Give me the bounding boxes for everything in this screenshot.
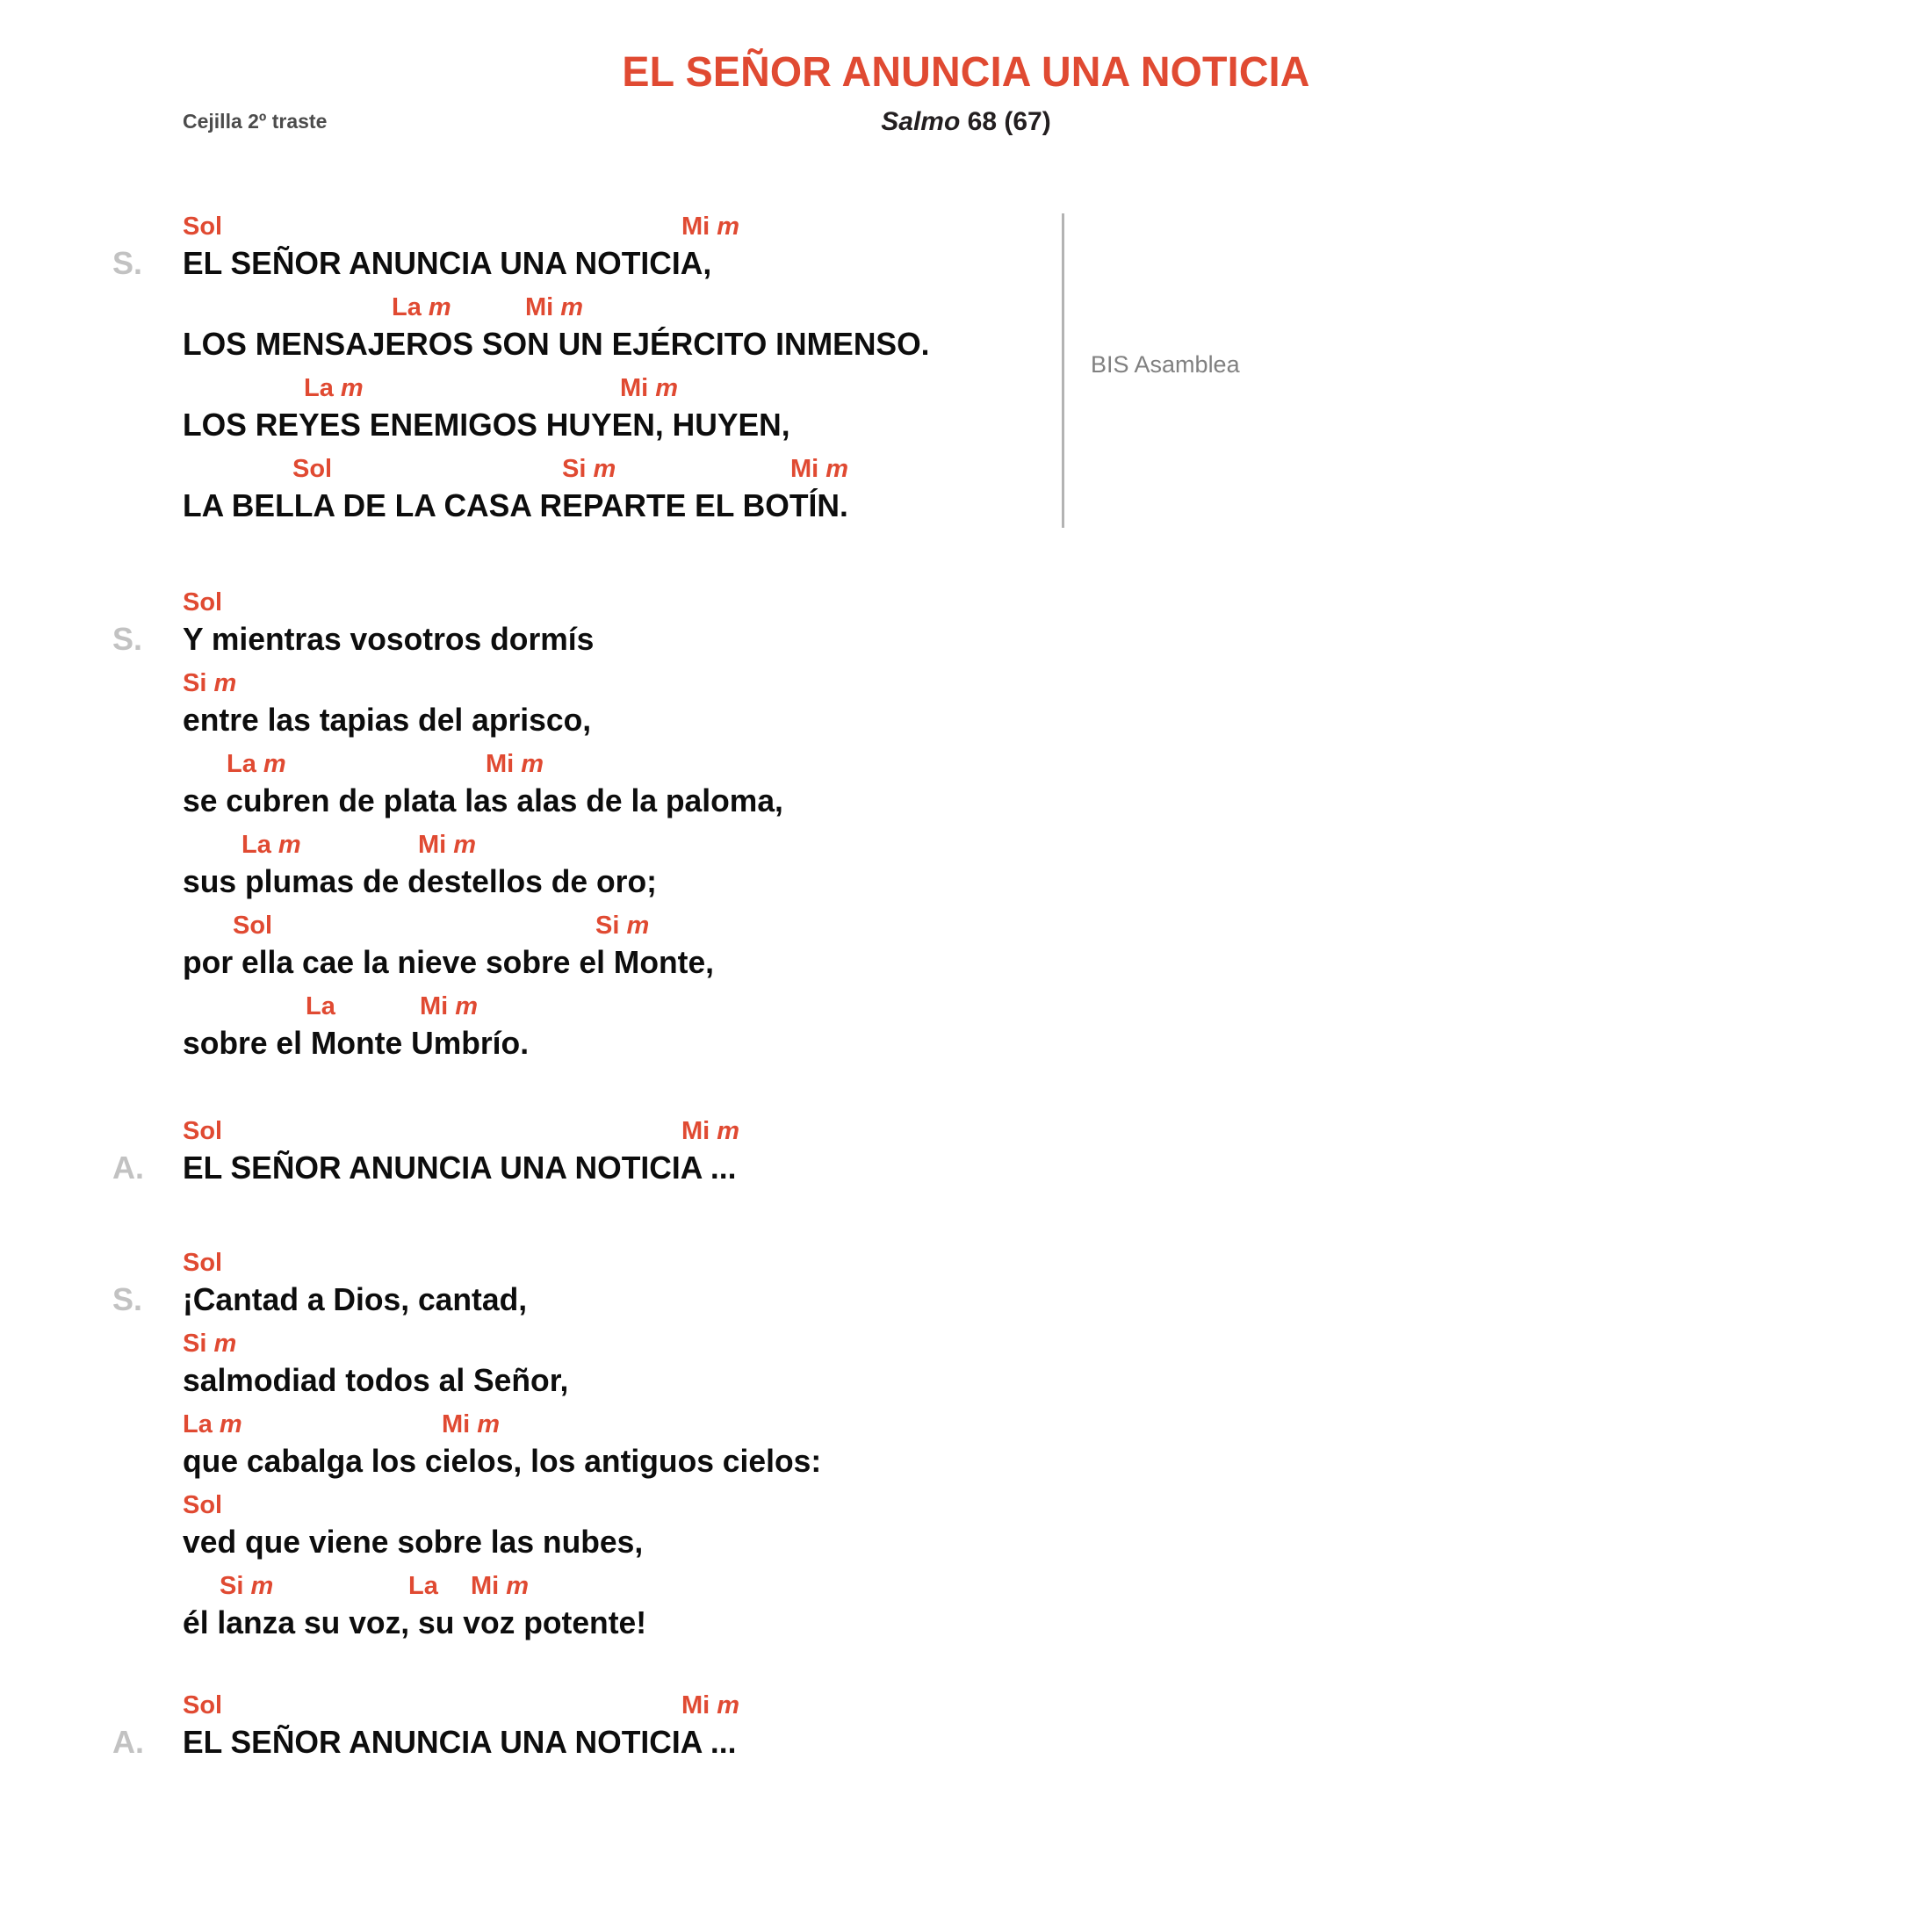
chord-root: Sol bbox=[183, 1491, 223, 1519]
chord-row bbox=[183, 453, 941, 485]
lyric-line-group bbox=[183, 991, 792, 1071]
chord-row bbox=[183, 1570, 831, 1602]
chord-label bbox=[486, 748, 544, 780]
chord-root: Sol bbox=[183, 1117, 223, 1145]
subtitle-italic-part: Salmo bbox=[881, 107, 961, 136]
chord-root: Mi bbox=[790, 455, 819, 483]
chord-root: Si bbox=[220, 1572, 244, 1600]
lyric-line-group bbox=[183, 1409, 831, 1489]
chord-row bbox=[183, 1247, 831, 1279]
chord-quality: m bbox=[213, 669, 237, 697]
chord-quality: m bbox=[455, 992, 479, 1020]
lyric-line-group bbox=[183, 1570, 831, 1651]
chord-label bbox=[183, 211, 222, 242]
chord-row bbox=[183, 372, 941, 404]
chord-row bbox=[183, 587, 792, 618]
stanza-lines bbox=[183, 1690, 745, 1770]
chord-quality: m bbox=[521, 750, 544, 778]
page-header bbox=[0, 0, 1932, 158]
chord-root: La bbox=[242, 831, 271, 859]
lyric-line-group bbox=[183, 667, 792, 748]
chord-label bbox=[242, 829, 301, 861]
lyric-line-group bbox=[183, 587, 792, 667]
chord-label bbox=[420, 991, 478, 1022]
chord-root: La bbox=[304, 374, 334, 402]
chord-row bbox=[183, 211, 941, 242]
chord-quality: m bbox=[263, 750, 286, 778]
chord-row bbox=[183, 667, 792, 699]
chord-quality: m bbox=[453, 831, 477, 859]
page-title: EL SEÑOR ANUNCIA UNA NOTICIA bbox=[622, 49, 1310, 96]
chord-root: Sol bbox=[183, 213, 223, 241]
chord-quality: m bbox=[825, 455, 849, 483]
chord-quality: m bbox=[250, 1572, 274, 1600]
chord-root: Mi bbox=[620, 374, 649, 402]
chord-root: La bbox=[408, 1572, 438, 1600]
lyric-line: LOS MENSAJEROS SON UN EJÉRCITO INMENSO. bbox=[183, 326, 930, 362]
chord-row bbox=[183, 1489, 831, 1521]
chord-row bbox=[183, 910, 792, 941]
lyric-line-group bbox=[183, 1690, 745, 1770]
chord-root: La bbox=[183, 1410, 213, 1438]
chord-root: Mi bbox=[471, 1572, 500, 1600]
chord-label bbox=[681, 1690, 739, 1721]
chord-quality: m bbox=[278, 831, 301, 859]
chord-root: Sol bbox=[183, 588, 223, 616]
bis-label: BIS Asamblea bbox=[1091, 351, 1240, 378]
chord-root: Si bbox=[562, 455, 587, 483]
lyric-line: él lanza su voz, su voz potente! bbox=[183, 1604, 647, 1640]
chord-row bbox=[183, 1115, 745, 1147]
chord-label bbox=[233, 910, 272, 941]
chord-quality: m bbox=[560, 293, 584, 321]
stanza-role-marker: A. bbox=[112, 1724, 144, 1760]
lyric-line: EL SEÑOR ANUNCIA UNA NOTICIA, bbox=[183, 245, 712, 281]
chord-quality: m bbox=[626, 912, 650, 940]
chord-label bbox=[562, 453, 616, 485]
stanza-lines bbox=[183, 1247, 831, 1651]
chord-label bbox=[183, 1328, 236, 1359]
capo-note: Cejilla 2º traste bbox=[183, 110, 328, 133]
chord-root: Mi bbox=[486, 750, 515, 778]
chord-label bbox=[392, 292, 451, 323]
chord-label bbox=[418, 829, 476, 861]
chord-label bbox=[183, 587, 222, 618]
chord-quality: m bbox=[506, 1572, 530, 1600]
chord-quality: m bbox=[655, 374, 679, 402]
lyric-line: EL SEÑOR ANUNCIA UNA NOTICIA ... bbox=[183, 1150, 737, 1186]
lyric-line: ¡Cantad a Dios, cantad, bbox=[183, 1281, 528, 1317]
chord-root: Mi bbox=[681, 1691, 710, 1719]
chord-row bbox=[183, 1409, 831, 1440]
chord-quality: m bbox=[717, 1691, 740, 1719]
chord-quality: m bbox=[340, 374, 364, 402]
chord-root: Si bbox=[183, 669, 207, 697]
chord-row bbox=[183, 748, 792, 780]
lyric-line: sobre el Monte Umbrío. bbox=[183, 1025, 530, 1061]
lyric-line: LOS REYES ENEMIGOS HUYEN, HUYEN, bbox=[183, 407, 790, 443]
chord-root: Mi bbox=[681, 213, 710, 241]
stanza-role-marker: S. bbox=[112, 245, 143, 281]
chord-label bbox=[183, 667, 236, 699]
lyric-line: por ella cae la nieve sobre el Monte, bbox=[183, 944, 715, 980]
lyric-line-group bbox=[183, 453, 941, 534]
chord-root: Sol bbox=[183, 1691, 223, 1719]
chord-label bbox=[620, 372, 678, 404]
chord-root: Mi bbox=[418, 831, 447, 859]
chord-root: La bbox=[392, 293, 422, 321]
chord-quality: m bbox=[213, 1330, 237, 1358]
chord-label bbox=[292, 453, 332, 485]
chord-label bbox=[220, 1570, 273, 1602]
lyric-line: que cabalga los cielos, los antiguos cielos: bbox=[183, 1443, 822, 1479]
lyric-line: EL SEÑOR ANUNCIA UNA NOTICIA ... bbox=[183, 1724, 737, 1760]
stanza-lines bbox=[183, 1115, 745, 1196]
chord-root: Mi bbox=[420, 992, 449, 1020]
lyric-line-group bbox=[183, 1115, 745, 1196]
stanza-lines bbox=[183, 587, 792, 1071]
lyric-line-group bbox=[183, 1489, 831, 1570]
chord-quality: m bbox=[717, 1117, 740, 1145]
chord-label bbox=[790, 453, 848, 485]
lyric-line-group bbox=[183, 829, 792, 910]
subtitle bbox=[0, 107, 1932, 137]
chord-quality: m bbox=[219, 1410, 242, 1438]
lyric-line-group bbox=[183, 910, 792, 991]
chord-label bbox=[183, 1247, 222, 1279]
chord-root: Sol bbox=[183, 1249, 223, 1277]
chord-label bbox=[471, 1570, 529, 1602]
stanza-lines bbox=[183, 211, 941, 534]
chord-label bbox=[525, 292, 583, 323]
chord-label bbox=[306, 991, 335, 1022]
chord-row bbox=[183, 991, 792, 1022]
chord-label bbox=[442, 1409, 500, 1440]
lyric-line-group bbox=[183, 1328, 831, 1409]
lyric-line: entre las tapias del aprisco, bbox=[183, 702, 592, 738]
chord-quality: m bbox=[477, 1410, 501, 1438]
chord-label bbox=[183, 1115, 222, 1147]
chord-label bbox=[595, 910, 649, 941]
chord-root: Si bbox=[595, 912, 620, 940]
chord-root: Mi bbox=[525, 293, 554, 321]
chord-row bbox=[183, 829, 792, 861]
chord-root: Sol bbox=[292, 455, 333, 483]
chord-quality: m bbox=[428, 293, 451, 321]
chord-root: La bbox=[306, 992, 335, 1020]
chord-label bbox=[183, 1489, 222, 1521]
lyric-line-group bbox=[183, 372, 941, 453]
chord-root: Sol bbox=[233, 912, 273, 940]
chord-label bbox=[227, 748, 286, 780]
lyric-line: LA BELLA DE LA CASA REPARTE EL BOTÍN. bbox=[183, 487, 848, 523]
stanza-role-marker: A. bbox=[112, 1150, 144, 1186]
chord-root: Mi bbox=[442, 1410, 471, 1438]
lyric-line: se cubren de plata las alas de la paloma, bbox=[183, 782, 783, 818]
subtitle-rest-part: 68 (67) bbox=[960, 107, 1051, 136]
chord-row bbox=[183, 1328, 831, 1359]
chord-label bbox=[183, 1690, 222, 1721]
chord-label bbox=[681, 211, 739, 242]
lyric-line: salmodiad todos al Señor, bbox=[183, 1362, 569, 1398]
chord-label bbox=[183, 1409, 242, 1440]
chord-quality: m bbox=[717, 213, 740, 241]
bis-bracket-rule bbox=[1062, 213, 1064, 528]
lyric-line-group bbox=[183, 292, 941, 372]
lyric-line: sus plumas de destellos de oro; bbox=[183, 863, 657, 899]
stanza-role-marker: S. bbox=[112, 1281, 143, 1317]
lyric-line: ved que viene sobre las nubes, bbox=[183, 1524, 644, 1560]
stanza-role-marker: S. bbox=[112, 621, 143, 657]
lyric-line-group bbox=[183, 1247, 831, 1328]
chord-row bbox=[183, 292, 941, 323]
chord-label bbox=[304, 372, 364, 404]
chord-root: La bbox=[227, 750, 256, 778]
chord-quality: m bbox=[593, 455, 616, 483]
chord-row bbox=[183, 1690, 745, 1721]
lyric-line-group bbox=[183, 748, 792, 829]
chord-label bbox=[408, 1570, 438, 1602]
lyric-line-group bbox=[183, 211, 941, 292]
chord-root: Mi bbox=[681, 1117, 710, 1145]
lyric-line: Y mientras vosotros dormís bbox=[183, 621, 595, 657]
chord-root: Si bbox=[183, 1330, 207, 1358]
chord-label bbox=[681, 1115, 739, 1147]
